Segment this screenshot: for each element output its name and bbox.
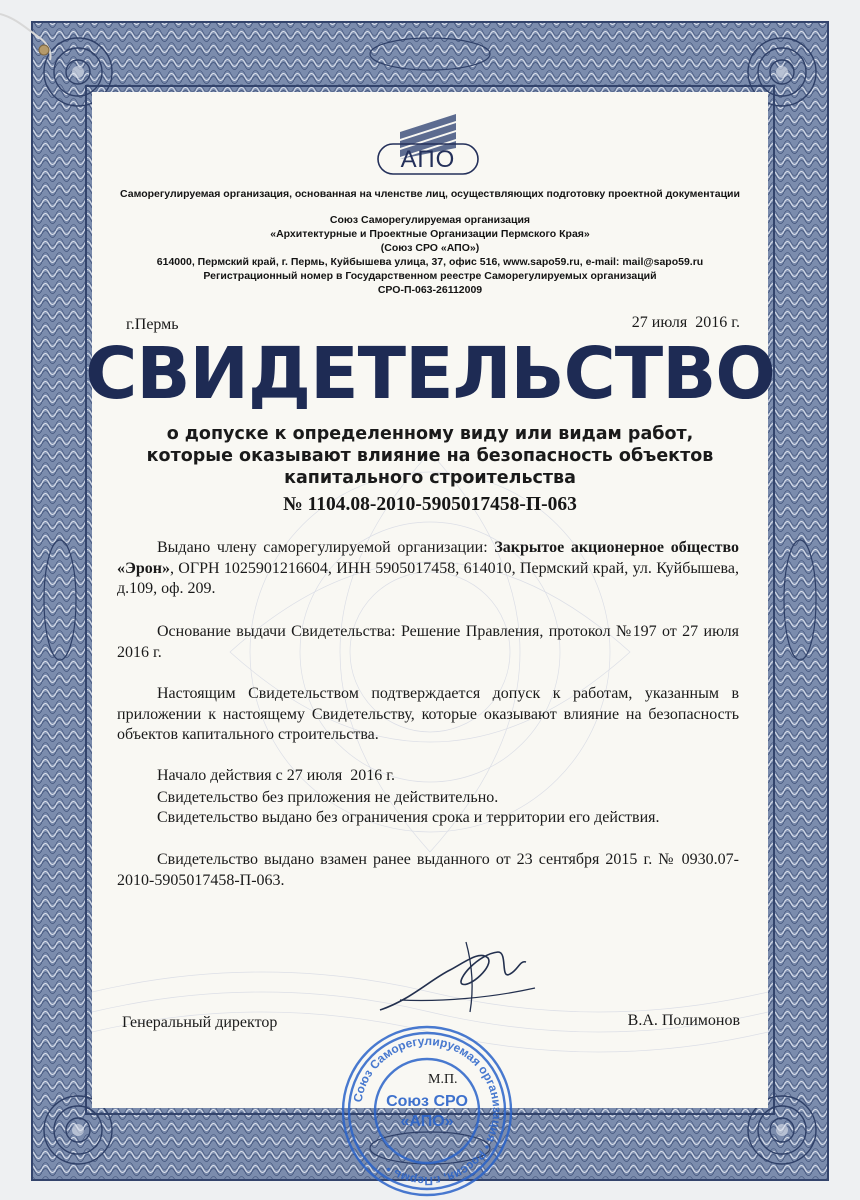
stamp-center-line2: «АПО» — [400, 1113, 454, 1130]
org-address: 614000, Пермский край, г. Пермь, Куйбышева улица, 37, офис 516, www.sapo59.ru, e-mail: mail@sapo59.ru — [156, 256, 704, 268]
annex-note-line: Свидетельство без приложения не действительно. — [157, 789, 499, 806]
signatory-position: Генеральный директор — [122, 1014, 278, 1031]
subtitle-line2: которые оказывают влияние на безопасность объектов — [146, 446, 714, 466]
subtitle-line3: капитального строительства — [284, 468, 576, 488]
org-name-line1: Союз Саморегулируемая организация — [329, 214, 531, 226]
replacement-paragraph: Свидетельство выдано взамен ранее выданного от 23 сентября 2015 г. № 0930.07-2010-5905017458-П-063. — [117, 851, 739, 889]
handwritten-signature — [370, 940, 540, 1030]
stamp-center-line1: Союз СРО — [386, 1093, 468, 1110]
basis-paragraph: Основание выдачи Свидетельства: Решение Правления, протокол №197 от 27 июля 2016 г. — [117, 623, 739, 661]
org-name-line2: «Архитектурные и Проектные Организации Пермского Края» — [270, 228, 590, 240]
seal-mark: М.П. — [428, 1072, 458, 1087]
member-name: Закрытое акционерное общество «Эрон» — [117, 539, 739, 577]
issue-date: 27 июля 2016 г. — [631, 314, 740, 331]
confirmation-paragraph: Настоящим Свидетельством подтверждается допуск к работам, указанным в приложении к настоящему Свидетельству, которые оказывают влияние на безопасность объектов капитального строительства. — [117, 685, 739, 743]
tagline: Саморегулируемая организация, основанная на членстве лиц, осуществляющих подготовку проектной документации — [120, 188, 740, 200]
subtitle-line1: о допуске к определенному виду или видам работ, — [166, 424, 694, 444]
issued-to-paragraph — [117, 538, 739, 600]
certificate-title: СВИДЕТЕЛЬСТВО — [85, 332, 775, 415]
logo-frame-icon — [372, 142, 484, 178]
org-name-line3: (Союз СРО «АПО») — [380, 242, 480, 254]
certificate-number: № 1104.08-2010-5905017458-П-063 — [283, 494, 577, 515]
logo-text: АПО — [400, 146, 456, 173]
signatory-name: В.А. Полимонов — [627, 1012, 740, 1029]
registry-number: СРО-П-063-26112009 — [377, 284, 483, 296]
start-date-line: Начало действия с 27 июля 2016 г. — [157, 767, 395, 784]
registry-line: Регистрационный номер в Государственном реестре Саморегулируемых организаций — [203, 270, 657, 282]
issue-place: г.Пермь — [126, 316, 179, 333]
stamp-ring-text: Союз Саморегулируемая организация • Россия, г.Пермь • — [350, 1033, 505, 1189]
scope-note-line: Свидетельство выдано без ограничения срока и территории его действия. — [157, 809, 660, 826]
issued-prefix: Выдано члену саморегулируемой организации: — [157, 539, 495, 556]
svg-text:Союз Саморегулируемая организа — [351, 1034, 504, 1188]
member-details: , ОГРН 1025901216604, ИНН 5905017458, 614010, Пермский край, ул. Куйбышева, д.109, оф. 209. — [117, 559, 739, 597]
organization-stamp — [338, 1022, 516, 1200]
binding-thread — [0, 0, 70, 70]
